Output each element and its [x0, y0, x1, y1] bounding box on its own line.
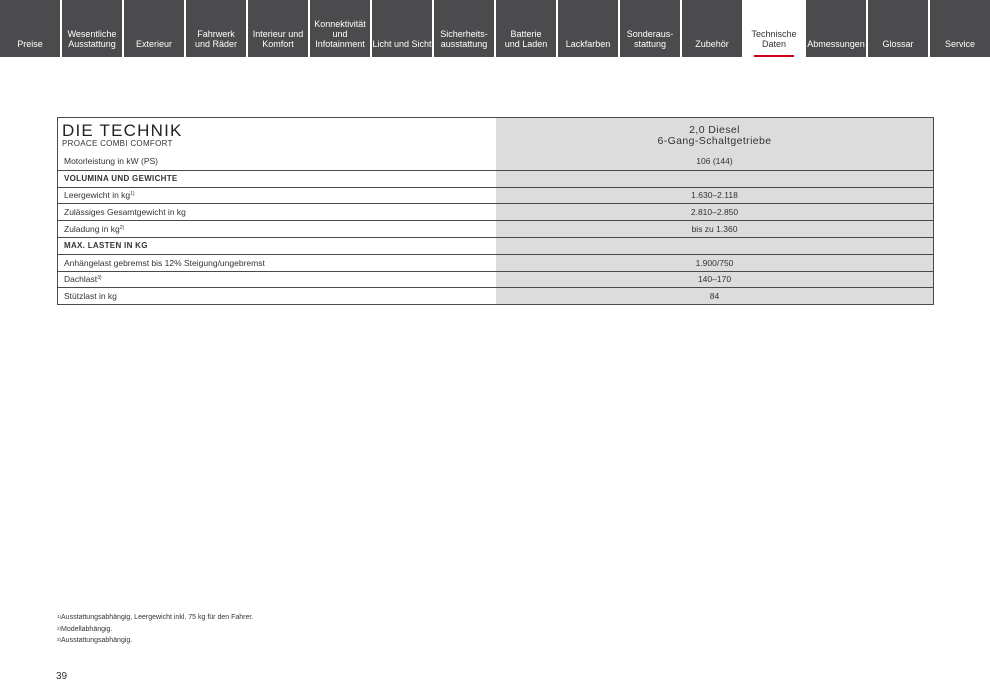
footnote-item — [57, 624, 253, 636]
nav-tab[interactable]: Licht und Sicht — [372, 0, 434, 57]
row-value: 2.810–2.850 — [496, 204, 933, 220]
row-value: 140–170 — [496, 272, 933, 288]
row-label-text: VOLUMINA UND GEWICHTE — [64, 174, 178, 184]
row-label — [58, 171, 496, 187]
technical-data-table — [57, 117, 934, 305]
table-row — [58, 271, 933, 288]
footnote-marker: 2) — [57, 625, 62, 631]
row-label-text: Dachlast — [64, 274, 98, 285]
table-body — [58, 153, 933, 304]
row-value: 84 — [496, 288, 933, 304]
table-row — [58, 203, 933, 220]
top-navigation — [0, 0, 990, 57]
nav-tab[interactable]: Exterieur — [124, 0, 186, 57]
table-row — [58, 220, 933, 237]
row-label — [58, 153, 496, 170]
row-label-text: MAX. LASTEN IN KG — [64, 241, 148, 251]
row-label-text: Motorleistung in kW (PS) — [64, 156, 158, 167]
nav-tab[interactable]: Glossar — [868, 0, 930, 57]
footnote-item — [57, 635, 253, 647]
nav-tab[interactable]: Service — [930, 0, 990, 57]
nav-tab[interactable]: Sonderaus- stattung — [620, 0, 682, 57]
row-label — [58, 255, 496, 271]
footnote-text: Ausstattungsabhängig. — [61, 637, 133, 644]
row-label — [58, 204, 496, 220]
engine-header-line2: 6-Gang-Schaltgetriebe — [657, 134, 772, 147]
row-label-text: Zuladung in kg — [64, 224, 120, 235]
row-value: 1.900/750 — [496, 255, 933, 271]
nav-tab[interactable]: Abmessungen — [806, 0, 868, 57]
row-value — [496, 171, 933, 187]
footnote-text: Ausstattungsabhängig, Leergewicht inkl. 75 kg für den Fahrer. — [61, 614, 254, 621]
row-label — [58, 221, 496, 237]
table-row — [58, 254, 933, 271]
section-row — [58, 237, 933, 254]
footnotes — [57, 612, 253, 647]
row-value: bis zu 1.360 — [496, 221, 933, 237]
nav-tab[interactable]: Fahrwerk und Räder — [186, 0, 248, 57]
nav-tab[interactable]: Konnektivität und Infotainment — [310, 0, 372, 57]
footnote-text: Modellabhängig. — [61, 625, 113, 633]
row-label-text: Anhängelast gebremst bis 12% Steigung/ungebremst — [64, 257, 265, 268]
row-label-text: Stützlast in kg — [64, 291, 117, 302]
footnote-marker: 3) — [57, 637, 62, 642]
row-label-text: Zulässiges Gesamtgewicht in kg — [64, 207, 186, 218]
nav-tab[interactable]: Wesentliche Ausstattung — [62, 0, 124, 57]
nav-tab[interactable]: Sicherheits- ausstattung — [434, 0, 496, 57]
footnote-item — [57, 612, 253, 624]
nav-tab[interactable]: Preise — [0, 0, 62, 57]
table-row — [58, 153, 933, 170]
footnote-marker: 1) — [130, 191, 135, 198]
footnote-marker: 1) — [57, 614, 62, 619]
nav-tab[interactable]: Interieur und Komfort — [248, 0, 310, 57]
footnote-marker: 3) — [97, 275, 102, 282]
row-value: 1.630–2.118 — [496, 188, 933, 204]
nav-tab[interactable]: Zubehör — [682, 0, 744, 57]
row-value — [496, 238, 933, 254]
nav-tab[interactable]: Technische Daten — [744, 0, 806, 57]
table-header-row — [58, 118, 933, 153]
row-label — [58, 272, 496, 288]
engine-header-line1: 2,0 Diesel — [689, 123, 740, 136]
row-label-text: Leergewicht in kg — [64, 190, 131, 201]
row-label — [58, 238, 496, 254]
section-row — [58, 170, 933, 187]
nav-tab[interactable]: Lackfarben — [558, 0, 620, 57]
footnote-marker: 2) — [119, 225, 125, 232]
row-label — [58, 288, 496, 304]
page-number: 39 — [56, 671, 68, 682]
engine-column-header — [496, 118, 933, 153]
page-title: DIE TECHNIK — [62, 121, 183, 140]
row-value: 106 (144) — [496, 153, 933, 170]
table-row — [58, 287, 933, 304]
model-subtitle: PROACE COMBI COMFORT — [62, 139, 173, 148]
row-label — [58, 188, 496, 204]
nav-tab[interactable]: Batterie und Laden — [496, 0, 558, 57]
table-title-cell — [58, 118, 496, 153]
table-row — [58, 187, 933, 204]
